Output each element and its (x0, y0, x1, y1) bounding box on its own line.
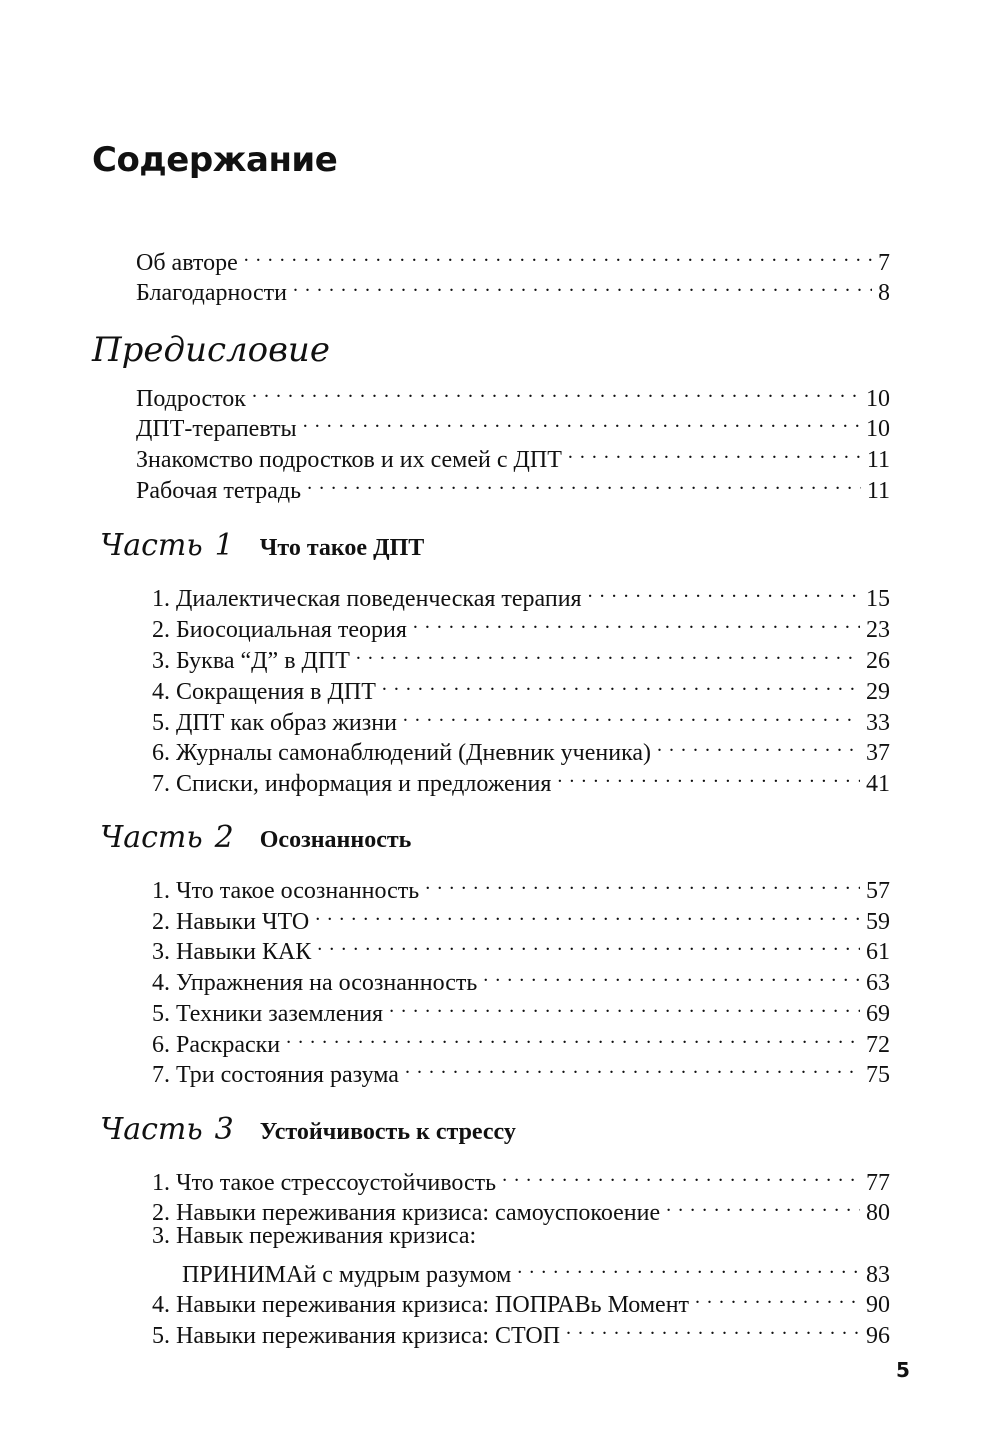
toc-entry-title: Рабочая тетрадь (136, 478, 302, 504)
dot-leader (695, 1282, 860, 1312)
dot-leader (413, 607, 860, 637)
toc-entry-multiline-second[interactable] (182, 1252, 890, 1288)
preface-label: Предисловие (92, 330, 330, 370)
toc-entry[interactable] (152, 700, 890, 736)
toc-entry-number: 7. (152, 771, 170, 797)
dot-leader (566, 1313, 860, 1343)
toc-entry-title: Диалектическая поведенческая терапия (176, 586, 582, 612)
toc-entry-number: 3. (152, 1223, 170, 1249)
toc-entry[interactable] (152, 929, 890, 965)
dot-leader (244, 240, 872, 270)
dot-leader (403, 700, 860, 730)
part-title: Устойчивость к стрессу (259, 1119, 516, 1145)
toc-entry[interactable] (152, 576, 890, 612)
dot-leader (303, 406, 860, 436)
dot-leader (502, 1160, 860, 1190)
toc-entry[interactable] (152, 899, 890, 935)
toc-entry-number: 1. (152, 586, 170, 612)
dot-leader (405, 1052, 860, 1082)
toc-entry[interactable] (152, 1022, 890, 1058)
toc-entry-title: ДПТ как образ жизни (176, 710, 397, 736)
toc-entry[interactable] (136, 376, 890, 412)
toc-entry-number: 2. (152, 617, 170, 643)
toc-entry-number: 5. (152, 1323, 170, 1349)
toc-entry-title: Биосоциальная теория (176, 617, 407, 643)
dot-leader (568, 437, 861, 467)
dot-leader (557, 761, 860, 791)
part-number: 1 (214, 528, 234, 563)
toc-entry[interactable] (152, 669, 890, 705)
part-3-heading (100, 1112, 516, 1147)
toc-entry[interactable] (152, 607, 890, 643)
toc-entry-title: Техники заземления (176, 1001, 384, 1027)
toc-entry-acknowledgements[interactable] (136, 270, 890, 306)
toc-entry-page: 75 (866, 1062, 890, 1088)
dot-leader (657, 730, 860, 760)
toc-entry-page: 57 (866, 878, 890, 904)
dot-leader (293, 270, 872, 300)
toc-entry-number: 7. (152, 1062, 170, 1088)
page-title: Содержание (92, 140, 338, 180)
toc-entry[interactable] (152, 730, 890, 766)
toc-entry-page: 77 (866, 1170, 890, 1196)
toc-entry-title: Навыки ЧТО (176, 909, 310, 935)
part-label: Часть (100, 820, 203, 855)
dot-leader (666, 1190, 860, 1220)
toc-entry-page: 61 (866, 939, 890, 965)
toc-entry-about-author[interactable] (136, 240, 890, 276)
toc-entry-title-continuation: ПРИНИМАй с мудрым разумом (182, 1262, 512, 1288)
dot-leader (382, 669, 860, 699)
toc-entry-title: Что такое стрессоустойчивость (176, 1170, 497, 1196)
toc-entry-page: 8 (878, 280, 890, 306)
dot-leader (286, 1022, 860, 1052)
part-label: Часть (100, 1112, 203, 1147)
toc-entry-page: 96 (866, 1323, 890, 1349)
toc-entry-title: Упражнения на осознанность (176, 970, 478, 996)
toc-entry-page: 10 (866, 386, 890, 412)
toc-entry-page: 59 (866, 909, 890, 935)
toc-entry[interactable] (152, 1052, 890, 1088)
toc-entry-page: 90 (866, 1292, 890, 1318)
toc-entry-title: Журналы самонаблюдений (Дневник ученика) (176, 740, 652, 766)
toc-entry-title: Знакомство подростков и их семей с ДПТ (136, 447, 562, 473)
toc-entry[interactable] (152, 1313, 890, 1349)
part-number: 3 (214, 1112, 234, 1147)
toc-entry-number: 6. (152, 740, 170, 766)
part-2-heading (100, 820, 411, 855)
part-label: Часть (100, 528, 203, 563)
dot-leader (315, 899, 860, 929)
dot-leader (517, 1252, 860, 1282)
toc-entry-page: 37 (866, 740, 890, 766)
toc-entry-page: 7 (878, 250, 890, 276)
toc-entry-page: 10 (866, 416, 890, 442)
toc-entry[interactable] (152, 1190, 890, 1226)
toc-entry-page: 26 (866, 648, 890, 674)
toc-entry-title: Подросток (136, 386, 246, 412)
toc-entry-title: Навыки КАК (176, 939, 312, 965)
toc-entry-page: 63 (866, 970, 890, 996)
toc-entry[interactable] (136, 406, 890, 442)
toc-entry-title: Навыки переживания кризиса: ПОПРАВь Момент (176, 1292, 690, 1318)
toc-entry[interactable] (152, 991, 890, 1027)
toc-entry-number: 4. (152, 970, 170, 996)
toc-entry-page: 29 (866, 679, 890, 705)
toc-entry-title: Что такое осознанность (176, 878, 420, 904)
toc-entry-number: 1. (152, 878, 170, 904)
toc-entry-title: Навыки переживания кризиса: самоуспокоение (176, 1200, 661, 1226)
toc-entry[interactable] (152, 761, 890, 797)
dot-leader (252, 376, 860, 406)
toc-entry-number: 2. (152, 1200, 170, 1226)
toc-entry-title: Списки, информация и предложения (176, 771, 552, 797)
dot-leader (317, 929, 860, 959)
dot-leader (389, 991, 860, 1021)
toc-entry-page: 15 (866, 586, 890, 612)
dot-leader (307, 468, 861, 498)
part-1-heading (100, 528, 424, 563)
toc-entry[interactable] (152, 1282, 890, 1318)
toc-entry-title: Об авторе (136, 250, 238, 276)
toc-entry-page: 80 (866, 1200, 890, 1226)
toc-entry-number: 4. (152, 679, 170, 705)
part-title: Что такое ДПТ (259, 535, 425, 561)
toc-entry[interactable] (136, 468, 890, 504)
toc-entry-number: 5. (152, 1001, 170, 1027)
toc-entry-title: ДПТ-терапевты (136, 416, 297, 442)
toc-entry-title: Буква “Д” в ДПТ (176, 648, 350, 674)
toc-entry-number: 4. (152, 1292, 170, 1318)
toc-entry-page: 69 (866, 1001, 890, 1027)
toc-entry-title: Сокращения в ДПТ (176, 679, 376, 705)
toc-entry-number: 2. (152, 909, 170, 935)
dot-leader (356, 638, 860, 668)
toc-entry-title: Навыки переживания кризиса: СТОП (176, 1323, 561, 1349)
part-number: 2 (214, 820, 234, 855)
toc-entry-page: 11 (866, 478, 890, 504)
toc-entry-multiline-first[interactable] (152, 1221, 476, 1251)
part-title: Осознанность (259, 827, 412, 853)
toc-entry[interactable] (152, 1160, 890, 1196)
toc-entry[interactable] (152, 960, 890, 996)
dot-leader (588, 576, 860, 606)
toc-entry-title: Благодарности (136, 280, 287, 306)
toc-entry-page: 72 (866, 1032, 890, 1058)
toc-entry[interactable] (136, 437, 890, 473)
toc-entry-number: 3. (152, 939, 170, 965)
dot-leader (425, 868, 860, 898)
toc-entry[interactable] (152, 638, 890, 674)
toc-entry-title: Три состояния разума (176, 1062, 399, 1088)
toc-entry-number: 1. (152, 1170, 170, 1196)
toc-entry-title: Навык переживания кризиса: (176, 1223, 477, 1249)
toc-entry-page: 11 (866, 447, 890, 473)
toc-entry-number: 3. (152, 648, 170, 674)
page-number: 5 (896, 1358, 910, 1382)
toc-entry-page: 83 (866, 1262, 890, 1288)
toc-entry-number: 5. (152, 710, 170, 736)
preface-heading (92, 330, 330, 370)
toc-entry-page: 41 (866, 771, 890, 797)
toc-entry[interactable] (152, 868, 890, 904)
toc-entry-page: 23 (866, 617, 890, 643)
toc-entry-number: 6. (152, 1032, 170, 1058)
toc-entry-page: 33 (866, 710, 890, 736)
toc-entry-title: Раскраски (176, 1032, 281, 1058)
dot-leader (483, 960, 860, 990)
